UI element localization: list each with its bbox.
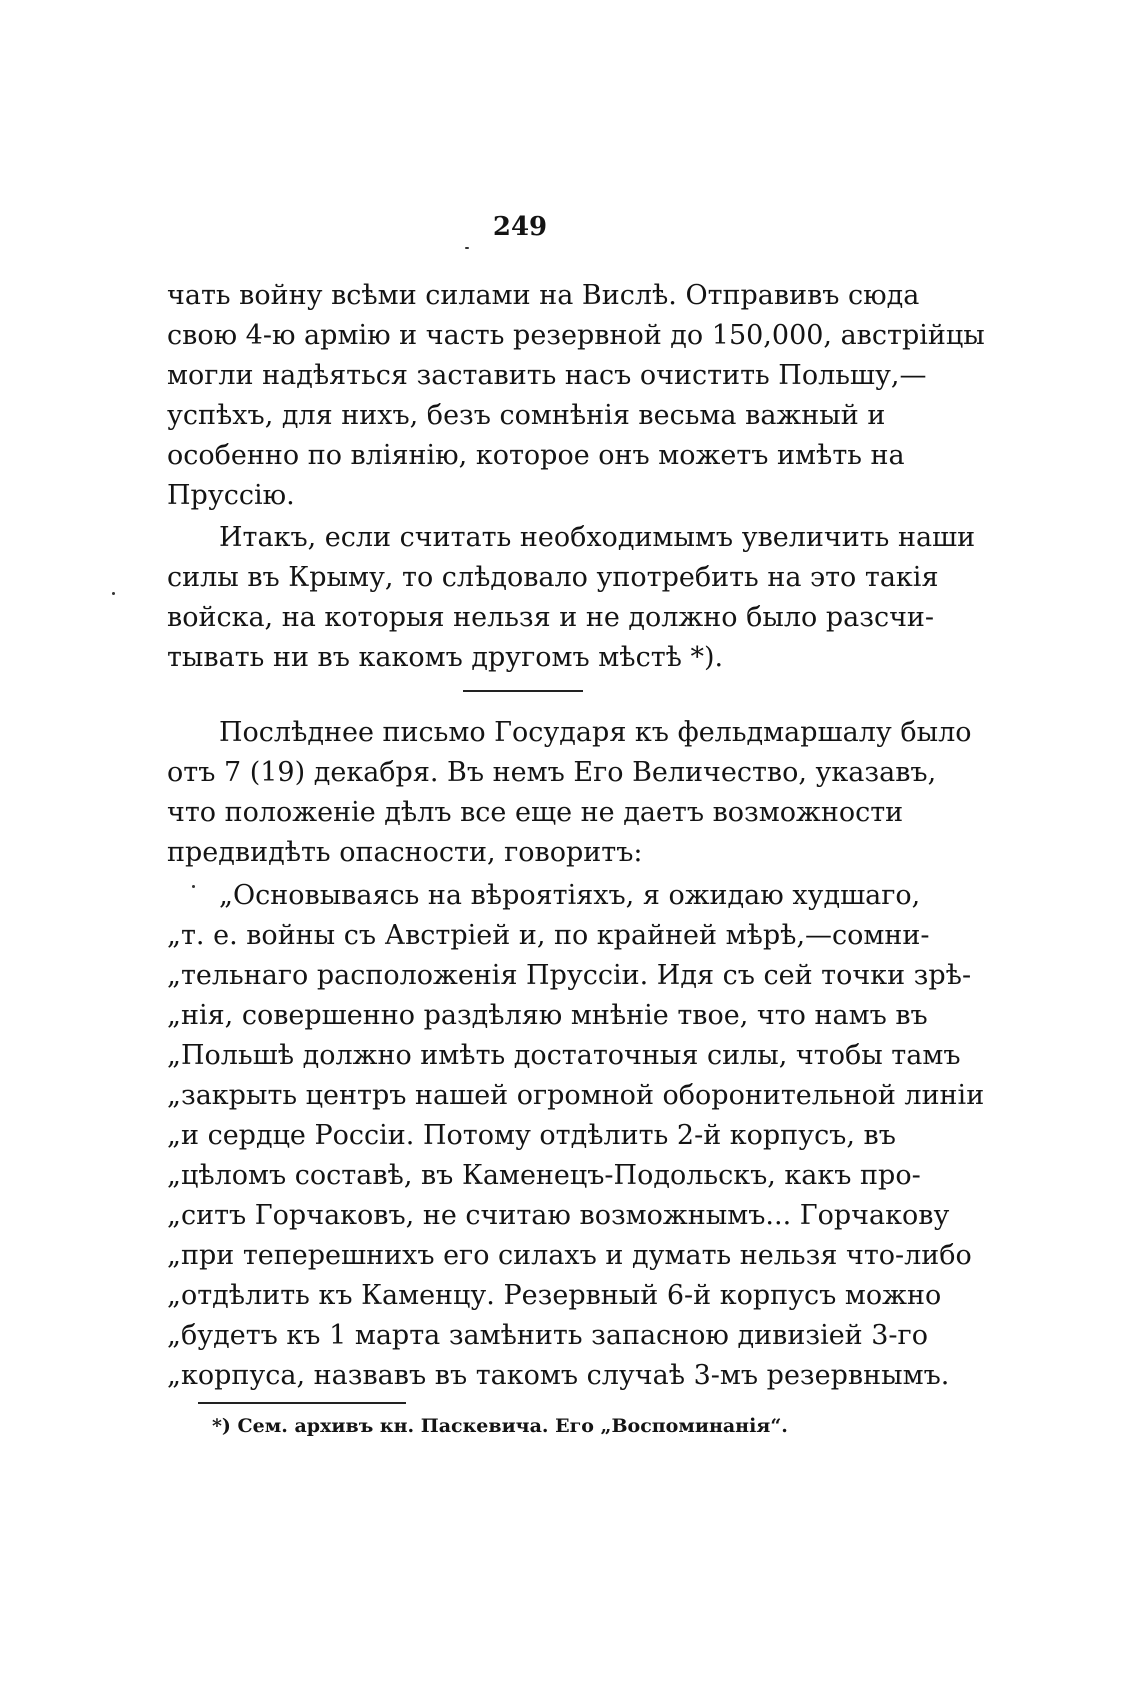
text-line: силы въ Крыму, то слѣдовало употребить на это такія xyxy=(167,562,939,593)
text-line: особенно по вліянію, которое онъ можетъ имѣть на xyxy=(167,440,905,471)
scan-speck xyxy=(112,592,115,595)
footnote-divider xyxy=(198,1402,406,1404)
quote-line: „при теперешнихъ его силахъ и думать нельзя что-либо xyxy=(167,1240,972,1271)
quote-line: „будетъ къ 1 марта замѣнить запасною дивизіей 3-го xyxy=(167,1320,928,1351)
scan-speck xyxy=(465,247,469,249)
section-divider xyxy=(463,690,583,692)
text-line: войска, на которыя нельзя и не должно было разсчи- xyxy=(167,602,935,633)
quote-line: „Польшѣ должно имѣть достаточныя силы, чтобы тамъ xyxy=(167,1040,961,1071)
text-line: чать войну всѣми силами на Вислѣ. Отправивъ сюда xyxy=(167,280,920,311)
quote-line: „закрыть центръ нашей огромной оборонительной линіи xyxy=(167,1080,985,1111)
quote-line: „и сердце Россіи. Потому отдѣлить 2-й корпусъ, въ xyxy=(167,1120,896,1151)
scan-speck xyxy=(192,885,195,888)
text-line: Пруссію. xyxy=(167,480,295,511)
text-line: Итакъ, если считать необходимымъ увеличить наши xyxy=(219,522,976,553)
quote-line: „корпуса, назвавъ въ такомъ случаѣ 3-мъ резервнымъ. xyxy=(167,1360,950,1391)
quote-line: „цѣломъ составѣ, въ Каменецъ-Подольскъ, какъ про- xyxy=(167,1160,921,1191)
page-number: 249 xyxy=(492,212,548,242)
quote-line: „т. е. войны съ Австріей и, по крайней мѣрѣ,—сомни- xyxy=(167,920,930,951)
text-line: Послѣднее письмо Государя къ фельдмаршалу было xyxy=(219,717,972,748)
text-line: свою 4-ю армію и часть резервной до 150,000, австрійцы xyxy=(167,320,985,351)
text-line: могли надѣяться заставить насъ очистить Польшу,— xyxy=(167,360,927,391)
quote-line: „отдѣлить къ Каменцу. Резервный 6-й корпусъ можно xyxy=(167,1280,942,1311)
text-line: успѣхъ, для нихъ, безъ сомнѣнія весьма важный и xyxy=(167,400,886,431)
quote-line: „тельнаго расположенія Пруссіи. Идя съ сей точки зрѣ- xyxy=(167,960,972,991)
quote-line: „ситъ Горчаковъ, не считаю возможнымъ... Горчакову xyxy=(167,1200,950,1231)
footnote: *) Сем. архивъ кн. Паскевича. Его „Воспоминанія“. xyxy=(212,1415,788,1437)
quote-line: „Основываясь на вѣроятіяхъ, я ожидаю худшаго, xyxy=(219,880,921,911)
text-line: предвидѣть опасности, говоритъ: xyxy=(167,837,643,868)
text-line: что положеніе дѣлъ все еще не даетъ возможности xyxy=(167,797,904,828)
text-line: отъ 7 (19) декабря. Въ немъ Его Величество, указавъ, xyxy=(167,757,937,788)
quote-line: „нія, совершенно раздѣляю мнѣніе твое, что намъ въ xyxy=(167,1000,928,1031)
text-line: тывать ни въ какомъ другомъ мѣстѣ *). xyxy=(167,642,724,673)
